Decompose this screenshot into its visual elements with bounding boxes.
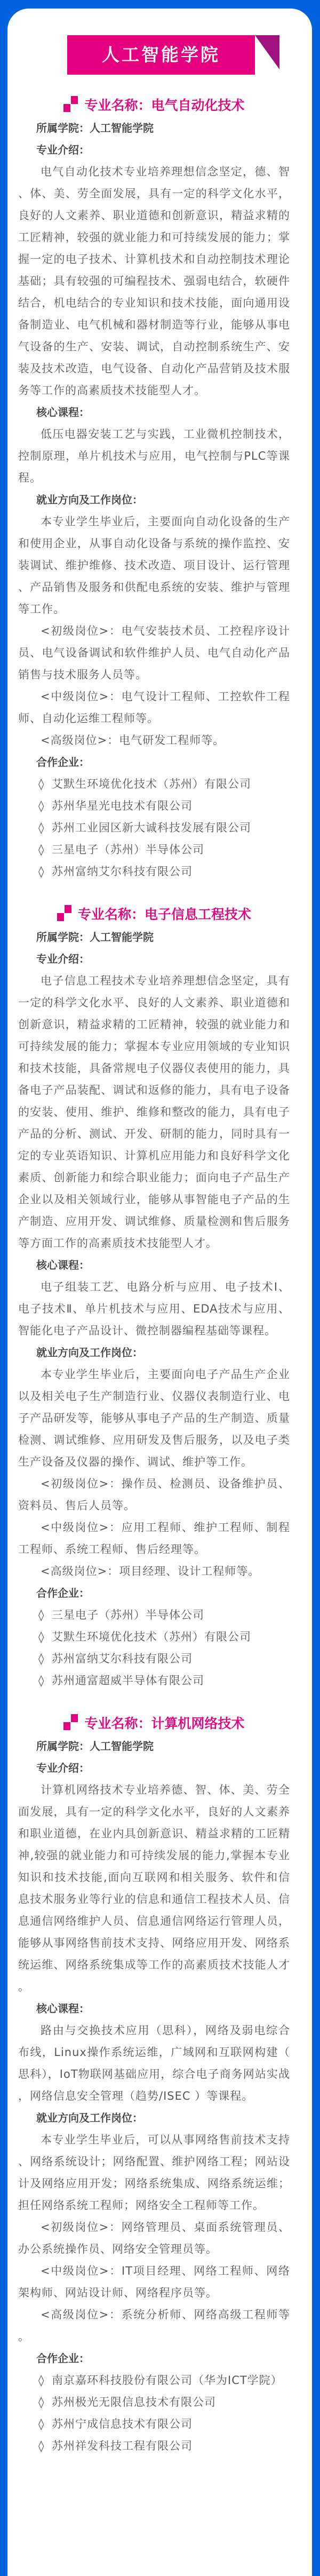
partner-name: 苏州华星光电技术有限公司 [52, 799, 193, 812]
intro-label: 专业介绍： [36, 1762, 90, 1774]
diamond-bullet-icon: ◊ [38, 2418, 44, 2430]
pixel-squares-icon [57, 905, 71, 921]
college-title: 人工智能学院 [102, 44, 220, 65]
college-value: 人工智能学院 [90, 122, 154, 134]
college-row [18, 117, 290, 139]
diamond-bullet-icon: ◊ [38, 1630, 44, 1643]
position-level-text: <初级岗位>：操作员、检测员、设备维护员、资料员、售后人员等。 [18, 1477, 290, 1512]
partner-list-item [18, 861, 290, 883]
partner-list-item [18, 839, 290, 861]
partner-name: 三星电子（苏州）半导体公司 [52, 843, 204, 856]
major-name: 电子信息工程技术 [145, 907, 252, 922]
position-level-text: <初级岗位>：电气安装技术员、工控程序设计员、电气设备调试和软件维护人员、电气自动化产品销售与技术服务人员等。 [18, 625, 290, 681]
jobs-text: 本专业学生毕业后，可以从事网络售前技术支持、网络系统设计；网络配置、维护网络工程；网站设计及网络应用开发；网络系统集成、网络系统运维；担任网络系统工程师；网络安全工程师等工作。 [18, 2133, 290, 2212]
major-section [18, 94, 290, 883]
partner-list-item [18, 2435, 290, 2457]
partner-list-item [18, 1604, 290, 1626]
position-level-text: <中级岗位>：IT项目经理、网络工程师、网络架构师、网站设计师、网络程序员等。 [18, 2265, 290, 2299]
intro-text: 电子信息工程技术专业培养理想信念坚定，具有一定的科学文化水平、良好的人文素养、职业道德和创新意识，精益求精的工匠精神，较强的就业能力和可持续发展的能力；掌握本专业应用领域的专业知识和技术技能，具备常规电子仪器仪表使用的能力，具备电子产品装配、调试和返修的能力，具有电子设备的安装、使用、维护、维修和整改的能力，具有电子产品的分析、测试、开发、研制的能力，同时具有一定的专业英语知识、计算机应用能力和良好科学文化素质、创新能力和综合职业能力；面向电子产品生产企业以及相关领域行业，能够从事智能电子产品的生产制造、应用开发、调试维修、质量检测和售后服务等方面工作的高素质技术技能型人才。 [18, 974, 290, 1250]
diamond-bullet-icon: ◊ [38, 778, 44, 790]
banner-fold-decoration [255, 35, 279, 69]
college-value: 人工智能学院 [90, 1740, 154, 1753]
position-level-text: <高级岗位>：项目经理、设计工程师等。 [41, 1565, 260, 1578]
college-row [18, 926, 290, 948]
courses-text: 低压电器安装工艺与实践，工业微机控制技术，控制原理，单片机技术与应用，电气控制与PLC等课程。 [18, 428, 290, 484]
major-heading [18, 903, 290, 926]
major-heading [18, 94, 290, 117]
courses-label: 核心课程： [36, 406, 90, 419]
partners-label: 合作企业： [36, 756, 90, 769]
diamond-bullet-icon: ◊ [38, 799, 44, 812]
position-level-text: <高级岗位>：系统分析师、网络高级工程师等。 [18, 2308, 290, 2343]
intro-text: 电气自动化技术专业培养理想信念坚定，德、智、体、美、劳全面发展，具有一定的科学文化水平，良好的人文素养、职业道德和创新意识，精益求精的工匠精神，较强的就业能力和可持续发展的能力；掌握一定的电子技术、计算机技术和自动控制技术理论基础；具有较强的可编程技术、强弱电结合，软硬件结合，机电结合的专业知识和技术技能，面向通用设备制造业、电气机械和器材制造等行业，能够从事电气设备的生产、安装、调试，自动控制系统生产、安装及技术改造，电气设备、自动化产品营销及技术服务等工作的高素质技术技能型人才。 [18, 165, 290, 397]
major-section [18, 903, 290, 1692]
jobs-label: 就业方向及工作岗位： [36, 493, 143, 506]
position-level-text: <中级岗位>：应用工程师、维护工程师、制程工程师、系统工程师、售后经理等。 [18, 1521, 290, 1556]
jobs-label: 就业方向及工作岗位： [36, 1346, 143, 1359]
diamond-bullet-icon: ◊ [38, 821, 44, 834]
pixel-squares-icon [63, 1714, 78, 1730]
partner-name: 苏州宁成信息技术有限公司 [52, 2418, 193, 2430]
partners-label: 合作企业： [36, 1587, 90, 1599]
partner-name: 艾默生环境优化技术（苏州）有限公司 [52, 1630, 251, 1643]
diamond-bullet-icon: ◊ [38, 865, 44, 878]
courses-label: 核心课程： [36, 2002, 90, 2015]
major-heading [18, 1712, 290, 1735]
diamond-bullet-icon: ◊ [38, 2439, 44, 2452]
partner-name: 苏州极光无限信息技术有限公司 [52, 2396, 216, 2409]
partners-label: 合作企业： [36, 2352, 90, 2365]
partner-name: 三星电子（苏州）半导体公司 [52, 1609, 204, 1621]
college-label: 所属学院： [36, 122, 90, 134]
college-value: 人工智能学院 [90, 931, 154, 943]
major-name: 计算机网络技术 [151, 1716, 245, 1731]
jobs-text: 本专业学生毕业后，主要面向自动化设备的生产和使用企业，从事自动化设备与系统的操作监控、安装调试、维护维修、技术改造、项目设计、运行管理、产品销售及服务和供配电系统的安装、维护与管理等工作。 [18, 515, 290, 615]
partner-list-item [18, 2391, 290, 2413]
courses-text: 电子组装工艺、电路分析与应用、电子技术Ⅰ、电子技术Ⅱ、单片机技术与应用、EDA技术与应用、智能化电子产品设计、微控制器编程基础等课程。 [18, 1281, 290, 1337]
college-label: 所属学院： [36, 931, 90, 943]
partner-list-item [18, 1670, 290, 1692]
intro-label: 专业介绍： [36, 953, 90, 965]
position-level-text: <高级岗位>：电气研发工程师等。 [41, 734, 225, 747]
jobs-text: 本专业学生毕业后，主要面向电子产品生产企业以及相关电子生产制造行业、仪器仪表制造行业、电子产品研发等，能够从事电子产品的生产制造、质量检测、调试维修、应用研发及售后服务，以及电子类生产设备及仪器的操作、调试、维护等工作。 [18, 1368, 290, 1468]
intro-text: 计算机网络技术专业培养德、智、体、美、劳全面发展，具有一定的科学文化水平，良好的人文素养和职业道德，在业内具创新意识、精益求精的工匠精神,较强的就业能力和可持续发展的能力,掌握本专业知识和技术技能,面向互联网和相关服务、软件和信息技术服务业等行业的信息和通信工程技术人员、信息通信网络维护人员、信息通信网络运行管理人员，能够从事网络售前技术支持、网络应用开发、网络系统运维、网络系统集成等工作的高素质技术技能人才。 [18, 1783, 290, 1993]
diamond-bullet-icon: ◊ [38, 2374, 44, 2387]
partner-name: 苏州工业园区新大诚科技发展有限公司 [52, 821, 251, 834]
majors-list [18, 94, 290, 2477]
pixel-squares-icon [63, 96, 78, 112]
partner-name: 苏州富纳艾尔科技有限公司 [52, 1652, 193, 1665]
partner-name: 南京嘉环科技股份有限公司（华为ICT学院） [52, 2374, 283, 2387]
partner-list-item [18, 817, 290, 839]
major-name-prefix: 专业名称： [84, 1716, 151, 1731]
partner-name: 苏州祥发科技工程有限公司 [52, 2439, 193, 2452]
partner-list-item [18, 1648, 290, 1670]
major-name-prefix: 专业名称： [84, 98, 151, 113]
partner-list-item [18, 795, 290, 817]
partner-name: 苏州通富超威半导体有限公司 [52, 1674, 204, 1687]
major-section [18, 1712, 290, 2457]
partner-list-item [18, 2370, 290, 2391]
position-level-text: <中级岗位>：电气设计工程师、工控软件工程师、自动化运维工程师等。 [18, 690, 290, 725]
partner-list-item [18, 1626, 290, 1648]
partner-list-item [18, 2413, 290, 2435]
diamond-bullet-icon: ◊ [38, 843, 44, 856]
college-row [18, 1735, 290, 1757]
college-label: 所属学院： [36, 1740, 90, 1753]
diamond-bullet-icon: ◊ [38, 2396, 44, 2409]
partner-name: 苏州富纳艾尔科技有限公司 [52, 865, 193, 878]
diamond-bullet-icon: ◊ [38, 1609, 44, 1621]
college-banner [67, 35, 286, 83]
partner-name: 艾默生环境优化技术（苏州）有限公司 [52, 778, 251, 790]
jobs-label: 就业方向及工作岗位： [36, 2111, 143, 2124]
position-level-text: <初级岗位>：网络管理员、桌面系统管理员、办公系统操作员、网络安全管理员等。 [18, 2221, 290, 2255]
diamond-bullet-icon: ◊ [38, 1674, 44, 1687]
diamond-bullet-icon: ◊ [38, 1652, 44, 1665]
major-name-prefix: 专业名称： [77, 907, 145, 922]
courses-label: 核心课程： [36, 1259, 90, 1271]
courses-text: 路由与交换技术应用（思科），网络及弱电综合布线，Linux操作系统运维，广域网和互联网构建（思科），IoT物联网基础应用，综合电子商务网站实战，网络信息安全管理（趋势/ISEC ）等课程。 [18, 2024, 290, 2102]
major-name: 电气自动化技术 [151, 98, 245, 113]
intro-label: 专业介绍： [36, 143, 90, 156]
partner-list-item [18, 773, 290, 795]
